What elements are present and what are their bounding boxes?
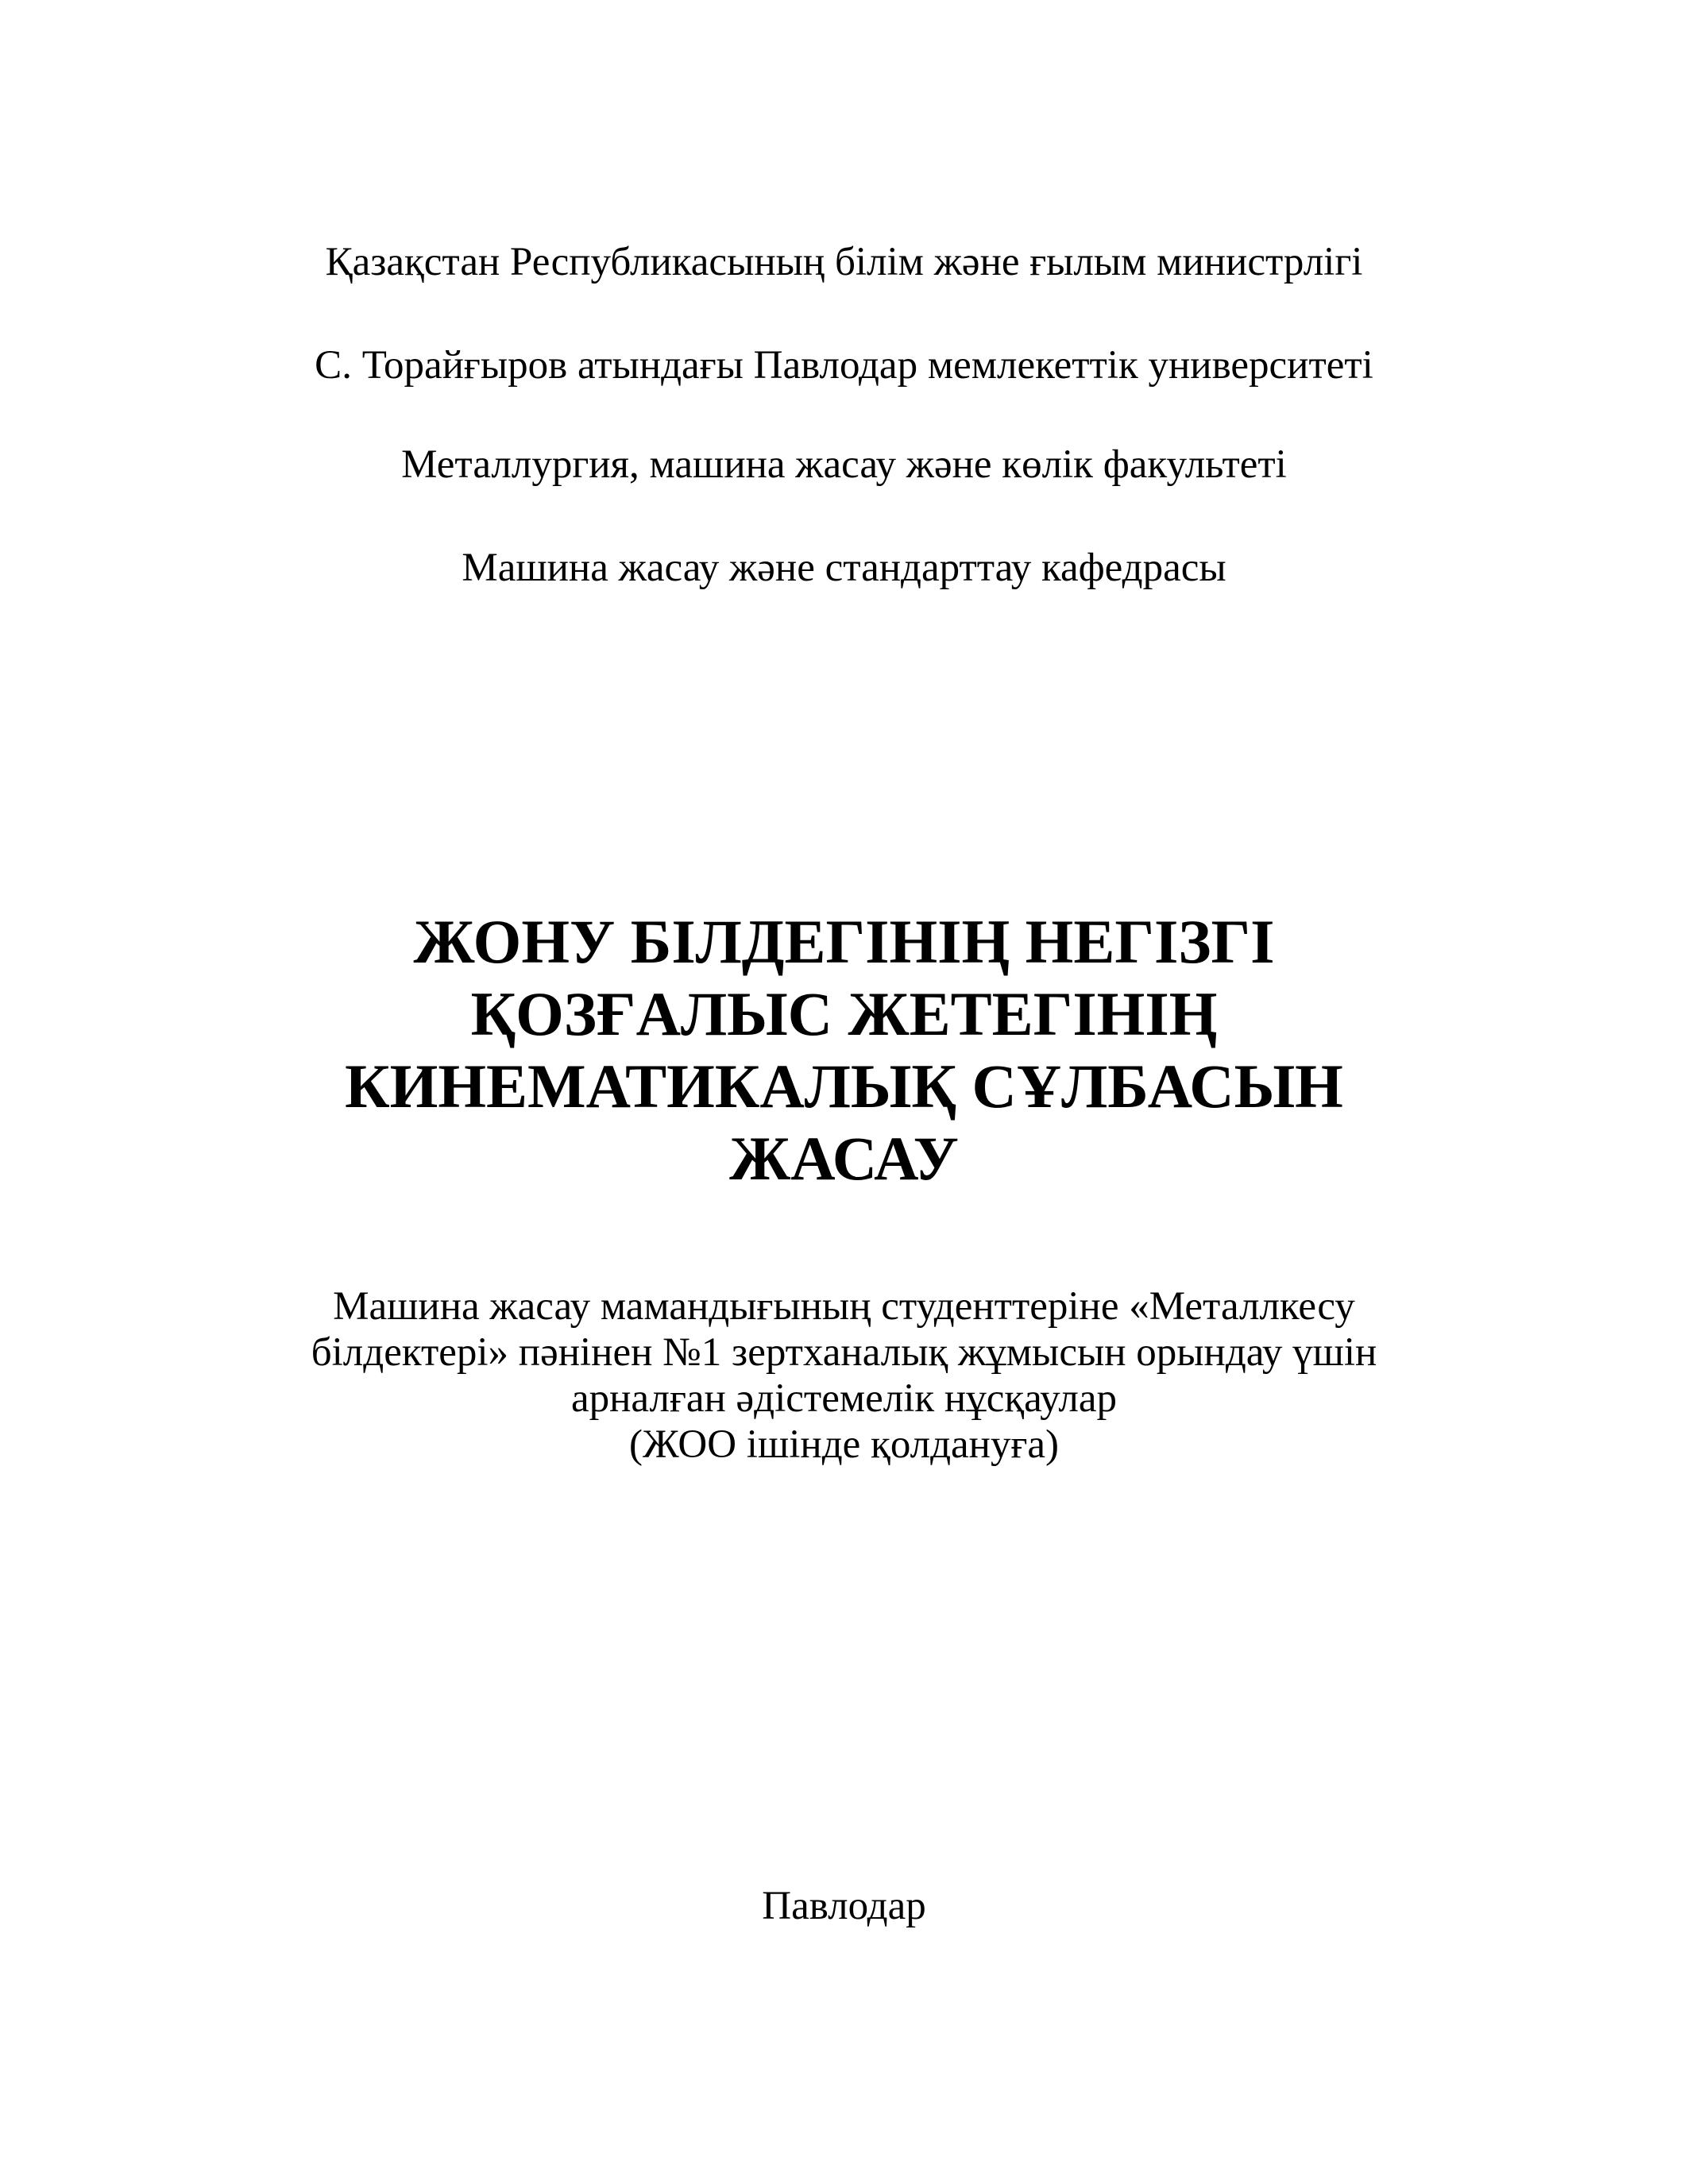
department-name: Машина жасау және стандарттау кафедрасы [462,546,1226,590]
subtitle-line-1: Машина жасау мамандығының студенттеріне «Металлкесу [333,1284,1355,1329]
title-line-4: ЖАСАУ [729,1124,959,1193]
subtitle-line-4: (ЖОО ішінде қолдануға) [628,1422,1060,1467]
title-line-1: ЖОНУ БІЛДЕГІНІҢ НЕГІЗГІ [413,907,1275,976]
ministry-name: Қазақстан Республикасының білім және ғылым министрлігі [325,240,1363,284]
document-title [0,905,1688,1194]
title-line-3: КИНЕМАТИКАЛЫҚ СҰЛБАСЫН [345,1051,1343,1121]
subtitle-line-3: арналған әдістемелік нұсқаулар [570,1376,1118,1421]
faculty-name: Металлургия, машина жасау және көлік факультеті [401,442,1287,487]
university-name: С. Торайғыров атындағы Павлодар мемлекеттік университеті [315,343,1373,388]
title-line-2: ҚОЗҒАЛЫС ЖЕТЕГІНІҢ [470,979,1218,1048]
publication-city: Павлодар [762,1884,926,1928]
subtitle-line-2: білдектері» пәнінен №1 зертханалық жұмысын орындау үшін [311,1330,1377,1375]
document-subtitle [0,1283,1688,1468]
